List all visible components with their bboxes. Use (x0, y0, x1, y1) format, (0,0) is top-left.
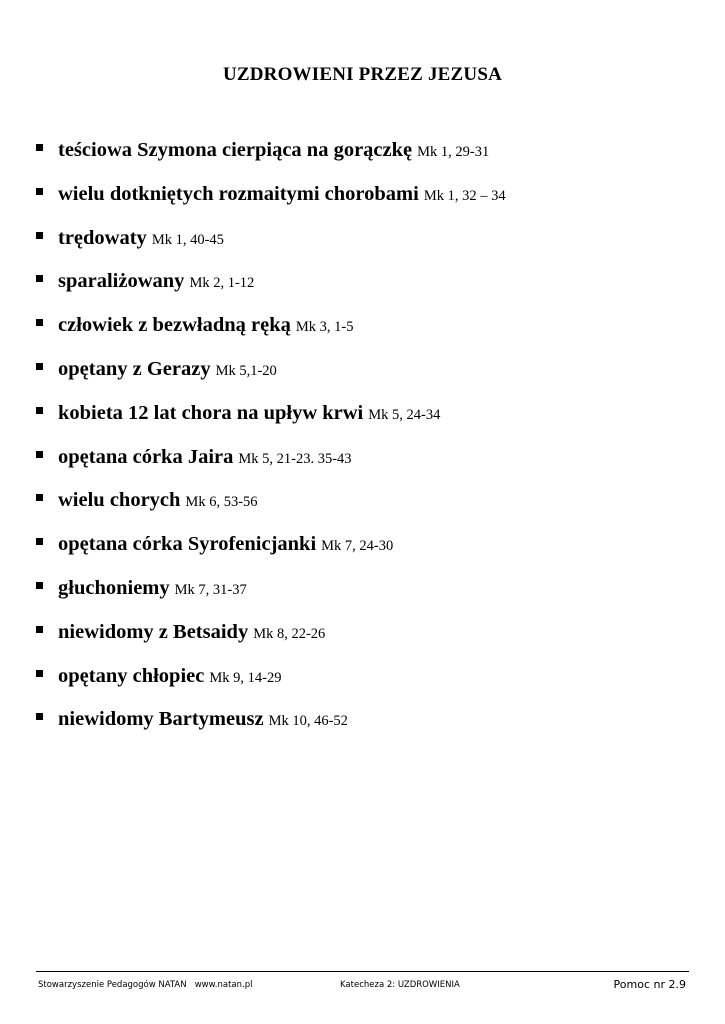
item-reference: Mk 3, 1-5 (295, 319, 354, 336)
list-item (36, 577, 506, 621)
item-name: opętany chłopiec (58, 664, 205, 687)
item-name: trędowaty (58, 226, 147, 249)
square-bullet-icon (36, 407, 43, 414)
square-bullet-icon (36, 494, 43, 501)
item-reference: Mk 6, 53-56 (185, 494, 258, 511)
footer-aid-number: Pomoc nr 2.9 (613, 978, 686, 991)
footer-divider (36, 971, 689, 972)
square-bullet-icon (36, 275, 43, 282)
item-reference: Mk 10, 46-52 (268, 713, 348, 730)
square-bullet-icon (36, 144, 43, 151)
item-reference: Mk 1, 29-31 (417, 144, 490, 160)
square-bullet-icon (36, 538, 43, 545)
footer-organization: Stowarzyszenie Pedagogów NATAN www.natan.pl (38, 980, 253, 990)
item-name: wielu dotkniętych rozmaitymi chorobami (58, 182, 419, 205)
square-bullet-icon (36, 582, 43, 589)
item-reference: Mk 1, 32 – 34 (423, 187, 506, 204)
item-reference: Mk 7, 24-30 (321, 538, 394, 555)
page-footer (38, 978, 686, 994)
item-reference: Mk 2, 1-12 (189, 275, 255, 292)
square-bullet-icon (36, 670, 43, 677)
item-name: niewidomy Bartymeusz (58, 708, 264, 731)
list-item (36, 314, 506, 358)
item-reference: Mk 5,1-20 (215, 362, 277, 379)
list-item (36, 665, 506, 709)
item-name: sparaliżowany (58, 270, 185, 293)
list-item (36, 489, 506, 533)
square-bullet-icon (36, 713, 43, 720)
item-name: opętana córka Jaira (58, 445, 234, 468)
list-item (36, 270, 506, 314)
square-bullet-icon (36, 319, 43, 326)
square-bullet-icon (36, 626, 43, 633)
item-name: człowiek z bezwładną ręką (58, 314, 291, 337)
item-name: opętana córka Syrofenicjanki (58, 533, 317, 556)
item-reference: Mk 7, 31-37 (174, 581, 247, 598)
list-item (36, 358, 506, 402)
item-name: opętany z Gerazy (58, 357, 211, 380)
item-reference: Mk 1, 40-45 (151, 231, 224, 248)
item-name: wielu chorych (58, 489, 181, 512)
list-item (36, 533, 506, 577)
list-item (36, 227, 506, 271)
square-bullet-icon (36, 451, 43, 458)
item-name: niewidomy z Betsaidy (58, 620, 249, 643)
footer-lesson: Katecheza 2: UZDROWIENIA (340, 980, 460, 990)
item-name: teściowa Szymona cierpiąca na gorączkę (58, 139, 413, 161)
square-bullet-icon (36, 232, 43, 239)
square-bullet-icon (36, 363, 43, 370)
item-reference: Mk 9, 14-29 (209, 669, 282, 686)
item-name: głuchoniemy (58, 576, 170, 599)
item-name: kobieta 12 lat chora na upływ krwi (58, 401, 364, 424)
list-item (36, 139, 506, 183)
item-reference: Mk 5, 21-23. 35-43 (238, 450, 352, 467)
square-bullet-icon (36, 188, 43, 195)
list-item (36, 183, 506, 227)
item-reference: Mk 8, 22-26 (253, 625, 326, 642)
item-reference: Mk 5, 24-34 (368, 406, 441, 423)
healed-list (36, 139, 506, 752)
list-item (36, 402, 506, 446)
list-item (36, 621, 506, 665)
list-item (36, 446, 506, 490)
page-title: UZDROWIENI PRZEZ JEZUSA (222, 64, 503, 85)
list-item (36, 708, 506, 752)
